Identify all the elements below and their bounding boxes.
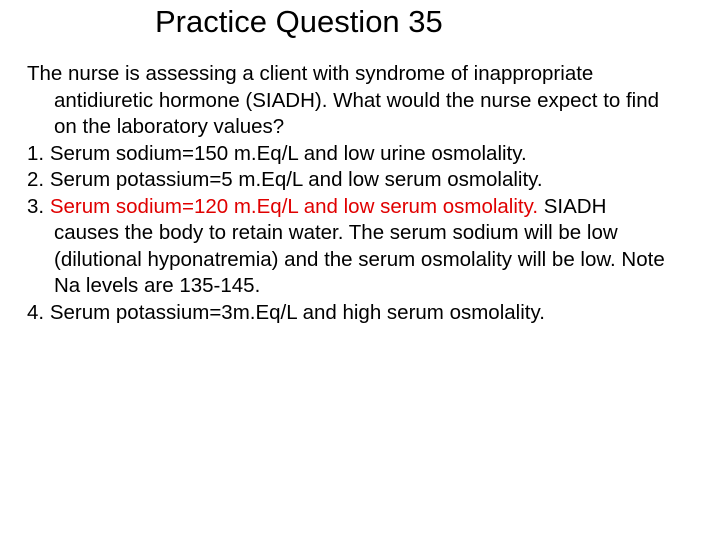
option-number: 4. xyxy=(27,300,45,324)
answer-explanation: SIADH causes the body to retain water. The serum sodium will be low (dilutional hyponatremia) and the serum osmolality will be low. Note Na levels are 135-145. xyxy=(54,194,665,297)
slide-body xyxy=(27,61,667,326)
option-1 xyxy=(27,141,667,168)
option-3-correct xyxy=(27,194,667,300)
option-number: 3. xyxy=(27,194,45,218)
option-text: Serum potassium=5 m.Eq/L and low serum osmolality. xyxy=(49,168,543,191)
option-2 xyxy=(27,167,667,194)
option-text: Serum potassium=3m.Eq/L and high serum osmolality. xyxy=(49,300,545,324)
option-number: 1. xyxy=(27,141,45,165)
option-4 xyxy=(27,300,667,327)
slide-title: Practice Question 35 xyxy=(155,4,443,39)
option-text: Serum sodium=150 m.Eq/L and low urine osmolality. xyxy=(49,141,527,165)
question-text: The nurse is assessing a client with syndrome of inappropriate antidiuretic hormone (SIADH). What would the nurse expect to find on the laboratory values? xyxy=(27,62,660,138)
correct-answer-text: Serum sodium=120 m.Eq/L and low serum osmolality. xyxy=(49,194,539,218)
option-number: 2. xyxy=(27,168,45,191)
